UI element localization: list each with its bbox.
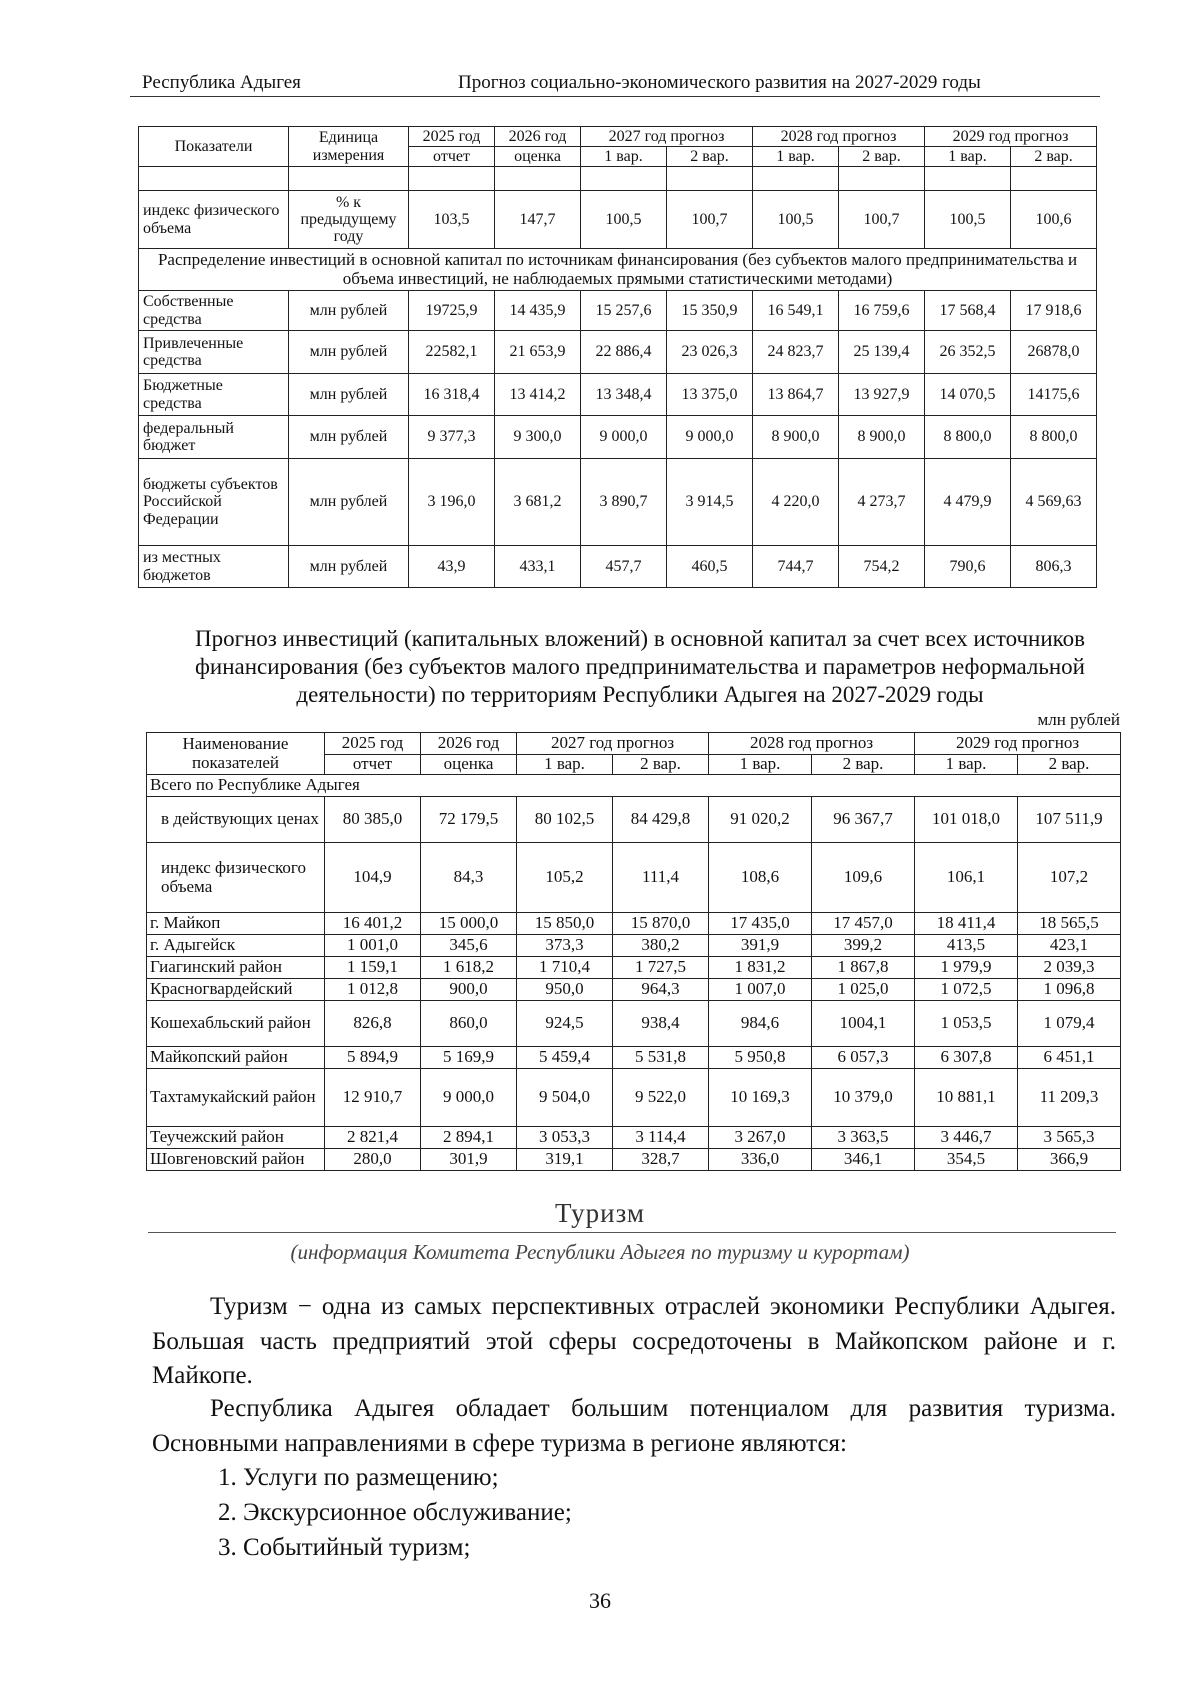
cell: 1 710,4 (517, 957, 613, 979)
cell: 17 457,0 (812, 913, 915, 935)
cell: 328,7 (613, 1149, 709, 1171)
head-sub: 1 вар. (925, 147, 1011, 167)
cell: 23 026,3 (667, 331, 753, 374)
cell: 16 759,6 (839, 291, 925, 331)
cell: 13 375,0 (667, 374, 753, 416)
row-label: в действующих ценах (147, 797, 325, 843)
row-unit: млн рублей (289, 459, 409, 546)
cell: 3 363,5 (812, 1127, 915, 1149)
cell: 14 435,9 (495, 291, 581, 331)
cell: 80 102,5 (517, 797, 613, 843)
table2-units: млн рублей (1037, 710, 1120, 729)
cell: 100,5 (925, 191, 1011, 249)
cell: 826,8 (325, 1001, 421, 1047)
table-row (139, 546, 1097, 588)
row-unit: млн рублей (289, 546, 409, 588)
cell: 84 429,8 (613, 797, 709, 843)
cell: 433,1 (495, 546, 581, 588)
cell: 3 681,2 (495, 459, 581, 546)
row-label: индекс физического объема (147, 843, 325, 913)
cell: 3 914,5 (667, 459, 753, 546)
cell: 15 350,9 (667, 291, 753, 331)
paragraph (152, 1392, 1116, 1461)
cell: 1 072,5 (915, 979, 1018, 1001)
cell: 18 565,5 (1018, 913, 1121, 935)
section-title: Распределение инвестиций в основной капитал по источникам финансирования (без субъектов малого предпринимательства и объема инвестиций, не наблюдаемых прямыми статистическими методами) (139, 249, 1097, 291)
row-unit: млн рублей (289, 374, 409, 416)
cell: 964,3 (613, 979, 709, 1001)
cell: 9 522,0 (613, 1069, 709, 1127)
cell: 457,7 (581, 546, 667, 588)
cell: 373,3 (517, 935, 613, 957)
investment-sources-table (138, 126, 1097, 588)
cell: 107 511,9 (1018, 797, 1121, 843)
cell: 3 267,0 (709, 1127, 812, 1149)
row-label: Бюджетные средства (139, 374, 289, 416)
table-row (139, 459, 1097, 546)
head-sub: 1 вар. (517, 755, 613, 775)
cell: 366,9 (1018, 1149, 1121, 1171)
cell: 1 079,4 (1018, 1001, 1121, 1047)
cell: 3 446,7 (915, 1127, 1018, 1149)
cell: 744,7 (753, 546, 839, 588)
table-row (147, 1001, 1121, 1047)
cell: 984,6 (709, 1001, 812, 1047)
row-label: Шовгеновский район (147, 1149, 325, 1171)
cell: 5 531,8 (613, 1047, 709, 1069)
cell: 17 435,0 (709, 913, 812, 935)
cell: 1 025,0 (812, 979, 915, 1001)
cell: 9 000,0 (667, 416, 753, 459)
cell: 10 379,0 (812, 1069, 915, 1127)
cell: 1 001,0 (325, 935, 421, 957)
row-label: г. Адыгейск (147, 935, 325, 957)
source-note: (информация Комитета Республики Адыгея по туризму и курортам) (290, 1240, 910, 1264)
row-label: Красногвардейский (147, 979, 325, 1001)
head-year: 2028 год прогноз (709, 733, 915, 755)
row-label: индекс физического объема (139, 191, 289, 249)
table-row (147, 935, 1121, 957)
cell: 790,6 (925, 546, 1011, 588)
head-sub: 1 вар. (709, 755, 812, 775)
table-row (147, 1149, 1121, 1171)
head-indicators: Показатели (139, 127, 289, 167)
head-year: 2027 год прогноз (517, 733, 709, 755)
head-name: Наименование показателей (147, 733, 325, 775)
cell: 5 169,9 (421, 1047, 517, 1069)
cell: 460,5 (667, 546, 753, 588)
total-label: Всего по Республике Адыгея (147, 775, 1121, 797)
cell: 1 979,9 (915, 957, 1018, 979)
cell: 301,9 (421, 1149, 517, 1171)
cell: 8 900,0 (753, 416, 839, 459)
cell: 1 618,2 (421, 957, 517, 979)
head-year: 2028 год прогноз (753, 127, 925, 147)
cell: 13 864,7 (753, 374, 839, 416)
cell: 1 727,5 (613, 957, 709, 979)
head-sub: 2 вар. (1011, 147, 1097, 167)
cell: 950,0 (517, 979, 613, 1001)
row-label: Теучежский район (147, 1127, 325, 1149)
row-label: Кошехабльский район (147, 1001, 325, 1047)
row-unit: % к предыдущему году (289, 191, 409, 249)
head-year: 2026 год (421, 733, 517, 755)
row-unit: млн рублей (289, 291, 409, 331)
cell: 12 910,7 (325, 1069, 421, 1127)
cell: 6 057,3 (812, 1047, 915, 1069)
cell: 8 800,0 (1011, 416, 1097, 459)
row-label: г. Майкоп (147, 913, 325, 935)
cell: 3 196,0 (409, 459, 495, 546)
cell: 354,5 (915, 1149, 1018, 1171)
table-row (147, 1069, 1121, 1127)
cell: 9 300,0 (495, 416, 581, 459)
cell: 22 886,4 (581, 331, 667, 374)
cell: 3 890,7 (581, 459, 667, 546)
head-year: 2029 год прогноз (915, 733, 1121, 755)
row-unit: млн рублей (289, 331, 409, 374)
cell: 8 800,0 (925, 416, 1011, 459)
cell: 2 039,3 (1018, 957, 1121, 979)
list-item: 2. Экскурсионное обслуживание; (218, 1499, 572, 1526)
header-title: Прогноз социально-экономического развития на 2027-2029 годы (458, 72, 981, 93)
table-row (147, 797, 1121, 843)
cell: 26878,0 (1011, 331, 1097, 374)
cell: 80 385,0 (325, 797, 421, 843)
cell: 399,2 (812, 935, 915, 957)
cell: 72 179,5 (421, 797, 517, 843)
territory-investment-table (146, 732, 1121, 1171)
cell: 280,0 (325, 1149, 421, 1171)
cell: 25 139,4 (839, 331, 925, 374)
cell: 1 831,2 (709, 957, 812, 979)
cell: 13 927,9 (839, 374, 925, 416)
cell: 346,1 (812, 1149, 915, 1171)
head-sub: 2 вар. (839, 147, 925, 167)
head-year: 2029 год прогноз (925, 127, 1097, 147)
cell: 16 318,4 (409, 374, 495, 416)
cell: 5 459,4 (517, 1047, 613, 1069)
cell: 17 918,6 (1011, 291, 1097, 331)
table2-title: Прогноз инвестиций (капитальных вложений) в основной капитал за счет всех источников финансирования (без субъектов малого предпринимательства и параметров неформальной деятельности) по территориям Республики Адыгея на 2027-2029 годы (194, 626, 1086, 708)
cell: 9 504,0 (517, 1069, 613, 1127)
cell: 2 894,1 (421, 1127, 517, 1149)
cell: 84,3 (421, 843, 517, 913)
cell: 13 414,2 (495, 374, 581, 416)
cell: 3 114,4 (613, 1127, 709, 1149)
cell: 13 348,4 (581, 374, 667, 416)
table-row (147, 843, 1121, 913)
row-label: Гиагинский район (147, 957, 325, 979)
cell: 4 569,63 (1011, 459, 1097, 546)
head-sub: оценка (495, 147, 581, 167)
cell: 1 096,8 (1018, 979, 1121, 1001)
row-label: Майкопский район (147, 1047, 325, 1069)
running-header (130, 66, 1100, 97)
cell: 106,1 (915, 843, 1018, 913)
cell: 1004,1 (812, 1001, 915, 1047)
table-row (147, 1127, 1121, 1149)
table-row (139, 374, 1097, 416)
section-heading: Туризм (555, 1198, 645, 1228)
list (218, 1460, 572, 1565)
head-year: 2026 год (495, 127, 581, 147)
cell: 107,2 (1018, 843, 1121, 913)
cell: 43,9 (409, 546, 495, 588)
cell: 16 549,1 (753, 291, 839, 331)
head-sub: 2 вар. (1018, 755, 1121, 775)
cell: 3 565,3 (1018, 1127, 1121, 1149)
table-row (147, 957, 1121, 979)
cell: 15 850,0 (517, 913, 613, 935)
table-row (139, 191, 1097, 249)
cell: 4 220,0 (753, 459, 839, 546)
cell: 806,3 (1011, 546, 1097, 588)
cell: 2 821,4 (325, 1127, 421, 1149)
head-sub: 2 вар. (667, 147, 753, 167)
cell: 19725,9 (409, 291, 495, 331)
cell: 4 273,7 (839, 459, 925, 546)
head-sub: отчет (409, 147, 495, 167)
cell: 345,6 (421, 935, 517, 957)
cell: 109,6 (812, 843, 915, 913)
cell: 26 352,5 (925, 331, 1011, 374)
cell: 336,0 (709, 1149, 812, 1171)
cell: 10 169,3 (709, 1069, 812, 1127)
cell: 104,9 (325, 843, 421, 913)
head-sub: 1 вар. (915, 755, 1018, 775)
empty-row (139, 167, 1097, 191)
head-year: 2027 год прогноз (581, 127, 753, 147)
table-row (139, 416, 1097, 459)
cell: 391,9 (709, 935, 812, 957)
cell: 6 307,8 (915, 1047, 1018, 1069)
cell: 14 070,5 (925, 374, 1011, 416)
list-item: 1. Услуги по размещению; (218, 1464, 499, 1491)
cell: 3 053,3 (517, 1127, 613, 1149)
cell: 14175,6 (1011, 374, 1097, 416)
cell: 100,7 (839, 191, 925, 249)
cell: 423,1 (1018, 935, 1121, 957)
head-sub: оценка (421, 755, 517, 775)
cell: 938,4 (613, 1001, 709, 1047)
cell: 18 411,4 (915, 913, 1018, 935)
page-number: 36 (589, 1588, 611, 1613)
table-row (147, 979, 1121, 1001)
cell: 24 823,7 (753, 331, 839, 374)
cell: 16 401,2 (325, 913, 421, 935)
cell: 8 900,0 (839, 416, 925, 459)
head-sub: отчет (325, 755, 421, 775)
row-unit: млн рублей (289, 416, 409, 459)
cell: 5 950,8 (709, 1047, 812, 1069)
head-year: 2025 год (409, 127, 495, 147)
cell: 1 159,1 (325, 957, 421, 979)
head-unit: Единица измерения (289, 127, 409, 167)
cell: 103,5 (409, 191, 495, 249)
cell: 1 012,8 (325, 979, 421, 1001)
cell: 11 209,3 (1018, 1069, 1121, 1127)
cell: 100,7 (667, 191, 753, 249)
cell: 147,7 (495, 191, 581, 249)
cell: 105,2 (517, 843, 613, 913)
cell: 380,2 (613, 935, 709, 957)
cell: 413,5 (915, 935, 1018, 957)
cell: 1 007,0 (709, 979, 812, 1001)
paragraph-text: Республика Адыгея обладает большим потенциалом для развития туризма. Основными направлениями в сфере туризма в регионе являются: (152, 1395, 1116, 1457)
table-row (147, 913, 1121, 935)
cell: 108,6 (709, 843, 812, 913)
head-sub: 1 вар. (753, 147, 839, 167)
cell: 1 053,5 (915, 1001, 1018, 1047)
paragraph (152, 1290, 1116, 1394)
head-sub: 1 вар. (581, 147, 667, 167)
row-label: федеральный бюджет (139, 416, 289, 459)
cell: 100,5 (581, 191, 667, 249)
cell: 10 881,1 (915, 1069, 1018, 1127)
cell: 1 867,8 (812, 957, 915, 979)
cell: 6 451,1 (1018, 1047, 1121, 1069)
cell: 91 020,2 (709, 797, 812, 843)
header-region: Республика Адыгея (142, 72, 301, 93)
cell: 9 000,0 (421, 1069, 517, 1127)
divider (148, 1232, 1116, 1233)
row-label: из местных бюджетов (139, 546, 289, 588)
cell: 15 000,0 (421, 913, 517, 935)
table-row (147, 1047, 1121, 1069)
cell: 4 479,9 (925, 459, 1011, 546)
cell: 100,6 (1011, 191, 1097, 249)
cell: 101 018,0 (915, 797, 1018, 843)
cell: 319,1 (517, 1149, 613, 1171)
head-sub: 2 вар. (812, 755, 915, 775)
cell: 900,0 (421, 979, 517, 1001)
row-label: бюджеты субъектов Российской Федерации (139, 459, 289, 546)
cell: 15 257,6 (581, 291, 667, 331)
row-label: Привлеченные средства (139, 331, 289, 374)
cell: 100,5 (753, 191, 839, 249)
cell: 21 653,9 (495, 331, 581, 374)
cell: 9 000,0 (581, 416, 667, 459)
cell: 96 367,7 (812, 797, 915, 843)
table-row (139, 291, 1097, 331)
cell: 754,2 (839, 546, 925, 588)
cell: 924,5 (517, 1001, 613, 1047)
list-item: 3. Событийный туризм; (218, 1534, 471, 1561)
row-label: Тахтамукайский район (147, 1069, 325, 1127)
cell: 860,0 (421, 1001, 517, 1047)
cell: 9 377,3 (409, 416, 495, 459)
cell: 15 870,0 (613, 913, 709, 935)
cell: 5 894,9 (325, 1047, 421, 1069)
table-row (139, 331, 1097, 374)
head-sub: 2 вар. (613, 755, 709, 775)
cell: 111,4 (613, 843, 709, 913)
cell: 17 568,4 (925, 291, 1011, 331)
head-year: 2025 год (325, 733, 421, 755)
paragraph-text: Туризм − одна из самых перспективных отраслей экономики Республики Адыгея. Большая часть предприятий этой сферы сосредоточены в Майкопском районе и г. Майкопе. (152, 1293, 1116, 1389)
cell: 22582,1 (409, 331, 495, 374)
row-label: Собственные средства (139, 291, 289, 331)
